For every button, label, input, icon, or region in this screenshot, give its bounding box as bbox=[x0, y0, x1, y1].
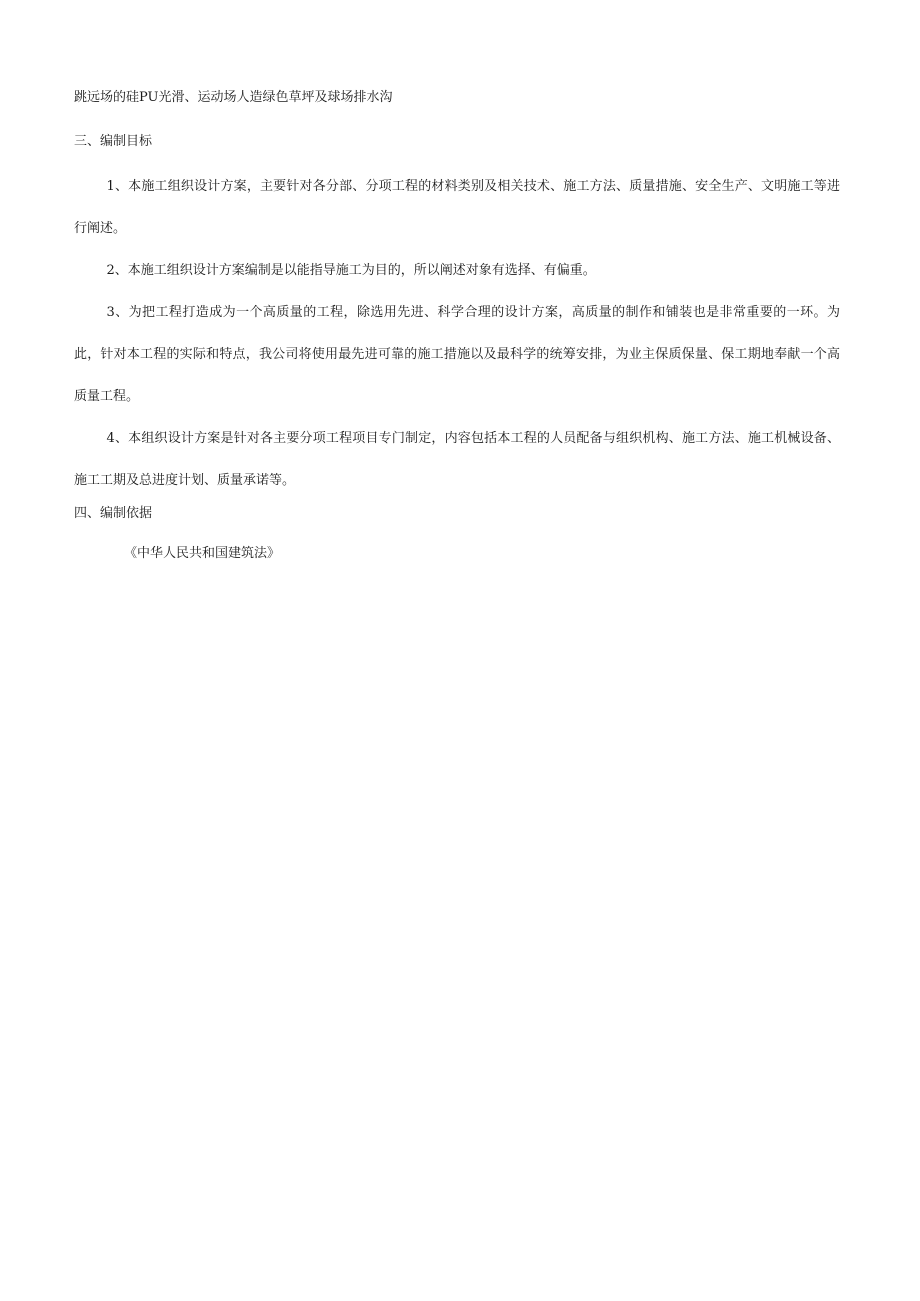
objective-paragraph-2: 2、本施工组织设计方案编制是以能指导施工为目的，所以阐述对象有选择、有偏重。 bbox=[106, 263, 596, 278]
document-body bbox=[74, 88, 840, 564]
objective-paragraph-4: 4、本组织设计方案是针对各主要分项工程项目专门制定，内容包括本工程的人员配备与组织机构、施工方法、施工机械设备、施工工期及总进度计划、质量承诺等。 bbox=[74, 431, 840, 488]
objective-paragraph-3: 3、为把工程打造成为一个高质量的工程，除选用先进、科学合理的设计方案，高质量的制作和铺装也是非常重要的一环。为此，针对本工程的实际和特点，我公司将使用最先进可靠的施工措施以及最科学的统筹安排，为业主保质保量、保工期地奉献一个高质量工程。 bbox=[74, 305, 840, 404]
objective-paragraph-1: 1、本施工组织设计方案，主要针对各分部、分项工程的材料类别及相关技术、施工方法、质量措施、安全生产、文明施工等进行阐述。 bbox=[74, 179, 840, 236]
continuation-line: 跳远场的硅PU光滑、运动场人造绿色草坪及球场排水沟 bbox=[74, 90, 393, 105]
section-heading-objectives: 三、编制目标 bbox=[74, 134, 153, 149]
section-heading-basis: 四、编制依据 bbox=[74, 506, 153, 521]
basis-citation: 《中华人民共和国建筑法》 bbox=[124, 546, 281, 561]
